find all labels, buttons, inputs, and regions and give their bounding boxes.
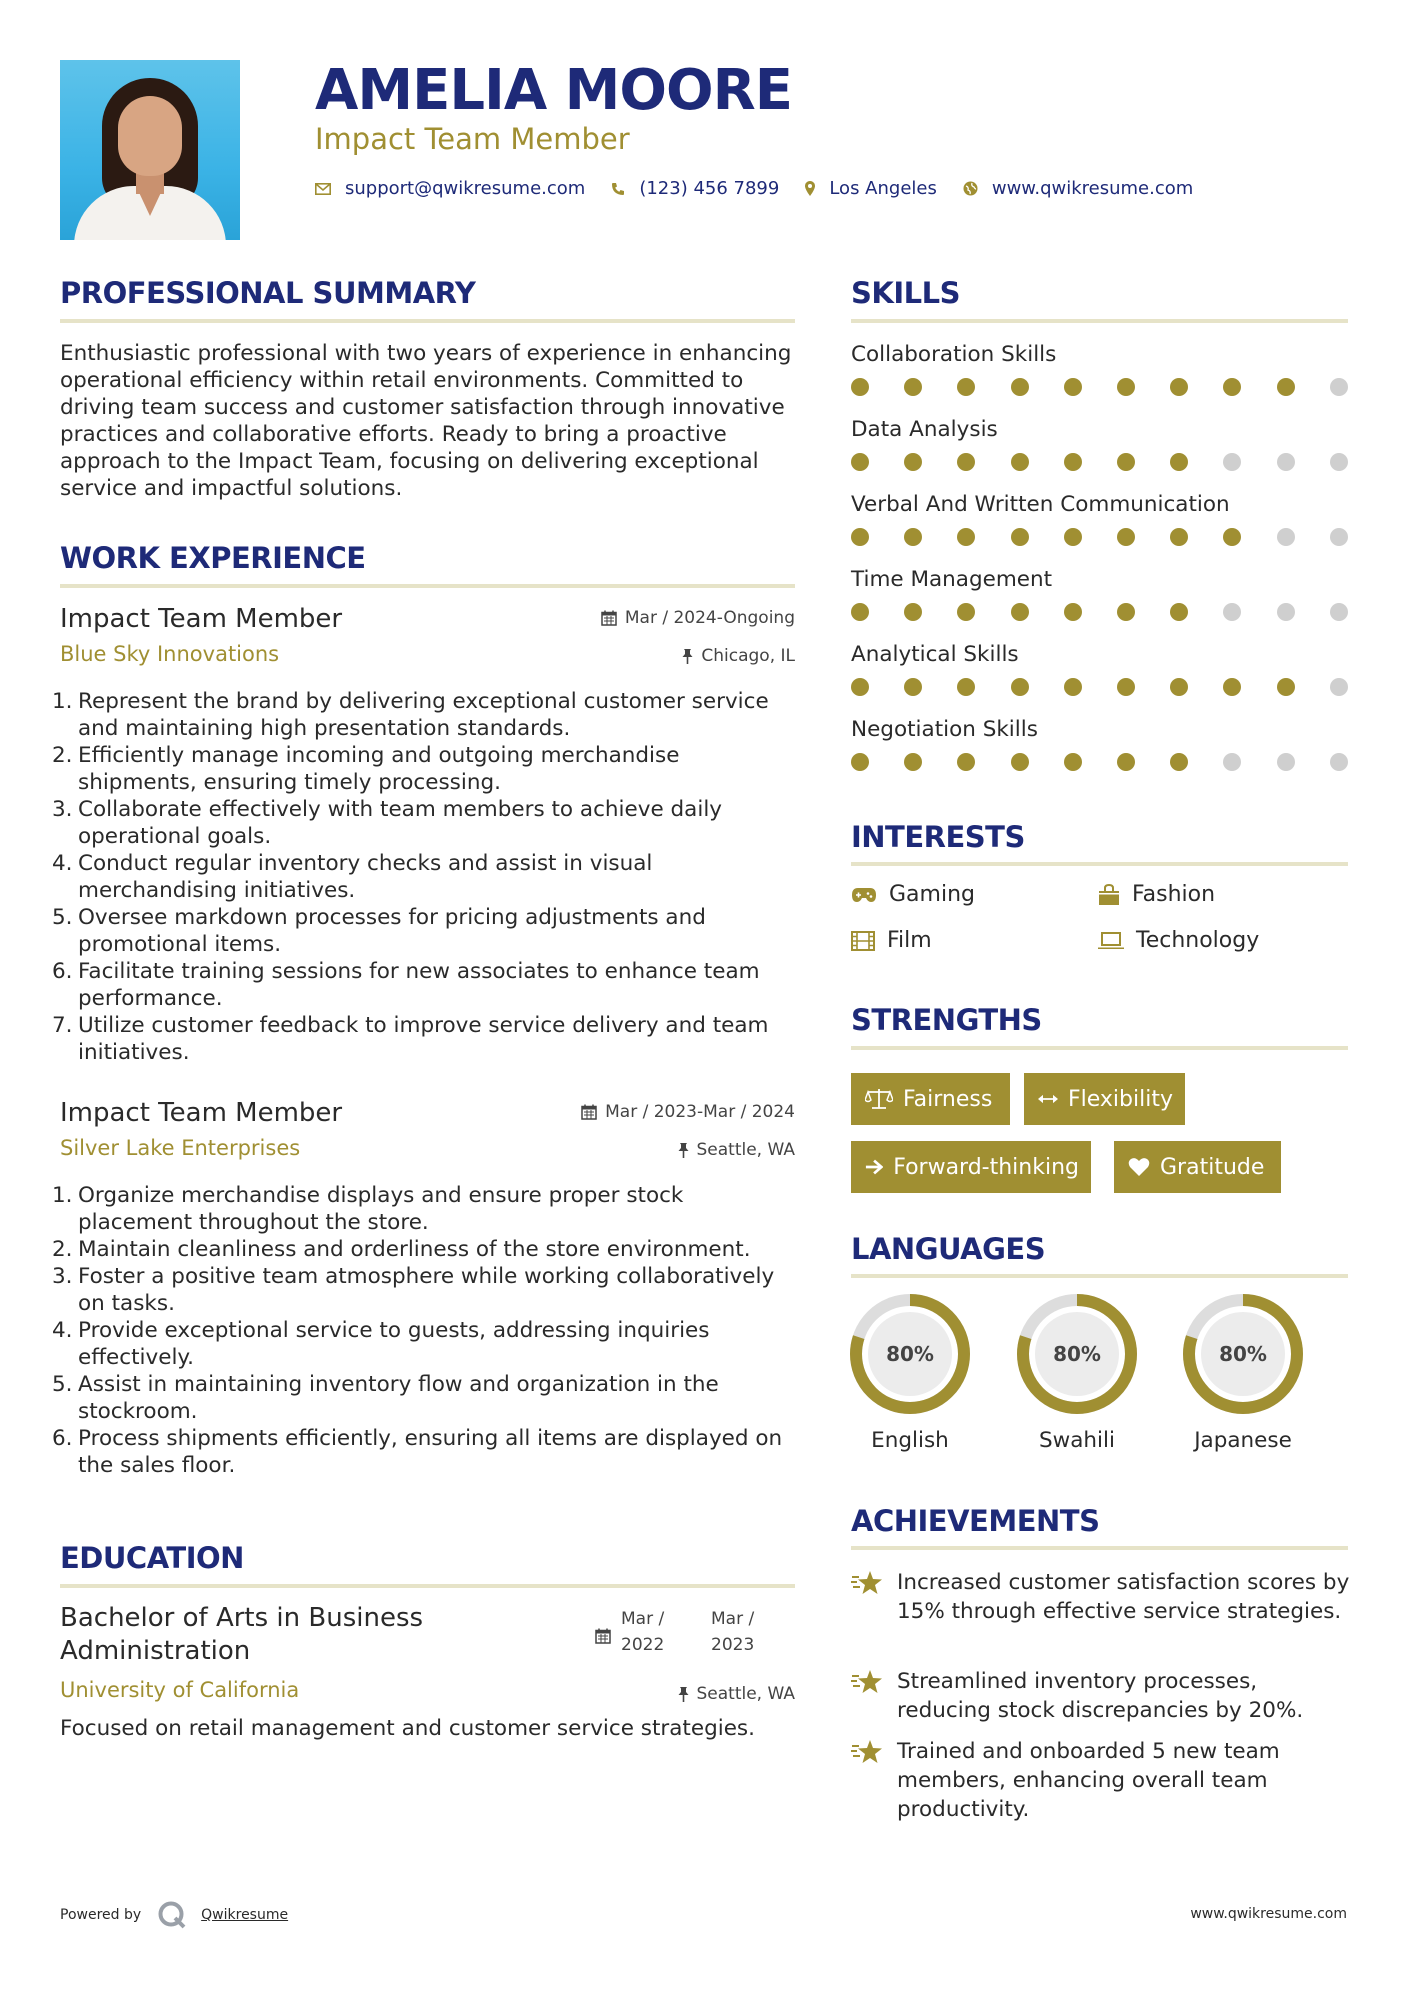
list-item: 2. Maintain cleanliness and orderliness of the store environment. <box>52 1237 751 1262</box>
list-item: 3. Foster a positive team atmosphere while working collaboratively on tasks. <box>52 1264 775 1316</box>
contact-location <box>805 178 937 199</box>
skill-dot-filled <box>1064 378 1082 396</box>
skill-name: Analytical Skills <box>851 642 1019 667</box>
thumbtack-icon <box>682 649 693 664</box>
job-location <box>682 646 795 666</box>
list-item: 5. Assist in maintaining inventory flow and organization in the stockroom. <box>52 1372 719 1424</box>
skill-dot-filled <box>1223 678 1241 696</box>
job-entry <box>52 1098 795 1498</box>
section-divider <box>60 1584 795 1588</box>
thumbtack-icon <box>678 1143 689 1158</box>
skill-dot-filled <box>1170 678 1188 696</box>
skill-dot-filled <box>1011 378 1029 396</box>
job-date-text: Mar / 2024-Ongoing <box>624 608 795 628</box>
education-dates <box>595 1606 801 1658</box>
skill-dot-filled <box>851 528 869 546</box>
skill-dot-filled <box>1170 453 1188 471</box>
skill-dot-filled <box>957 528 975 546</box>
list-item: 3. Collaborate effectively with team members to achieve daily operational goals. <box>52 797 723 849</box>
skill-dot-filled <box>904 453 922 471</box>
skill-name: Time Management <box>851 567 1053 592</box>
skill-dot-empty <box>1330 603 1348 621</box>
skill-dot-filled <box>1223 378 1241 396</box>
skill-dot-filled <box>1064 528 1082 546</box>
calendar-icon <box>581 1104 597 1120</box>
language-percent: 80% <box>886 1342 934 1366</box>
phone-icon <box>611 182 625 196</box>
list-item: 6. Facilitate training sessions for new associates to enhance team performance. <box>52 959 760 1011</box>
skill-dot-filled <box>1064 678 1082 696</box>
skill-rating <box>851 678 1361 696</box>
skill-dot-empty <box>1277 528 1295 546</box>
qwikresume-logo-icon <box>157 1900 187 1930</box>
skill-dot-empty <box>1277 753 1295 771</box>
language-item <box>845 1292 975 1453</box>
skill-rating <box>851 603 1361 621</box>
contact-location-text: Los Angeles <box>829 178 937 199</box>
skill-dot-filled <box>957 378 975 396</box>
laptop-icon <box>1098 932 1124 950</box>
job-company: Blue Sky Innovations <box>60 642 280 666</box>
skill-dot-filled <box>957 603 975 621</box>
language-name: Swahili <box>1039 1428 1115 1453</box>
calendar-icon <box>595 1628 611 1644</box>
job-date-text: Mar / 2023-Mar / 2024 <box>605 1102 795 1122</box>
strength-label: Flexibility <box>1068 1086 1173 1112</box>
skill-dot-filled <box>1223 528 1241 546</box>
skill-name: Verbal And Written Communication <box>851 492 1230 517</box>
skill-dot-filled <box>957 453 975 471</box>
list-item: 1. Represent the brand by delivering exceptional customer service and maintaining high presentation standards. <box>52 689 769 741</box>
skill-dot-filled <box>957 753 975 771</box>
interest-label: Film <box>887 928 932 953</box>
strength-label: Fairness <box>903 1086 993 1112</box>
footer-website[interactable]: www.qwikresume.com <box>1190 1906 1347 1922</box>
candidate-name: AMELIA MOORE <box>315 58 792 123</box>
section-title-experience: WORK EXPERIENCE <box>60 541 366 575</box>
skill-dot-filled <box>1064 453 1082 471</box>
skill-item <box>851 717 1351 742</box>
globe-icon <box>963 181 978 196</box>
contact-bar <box>315 178 1219 199</box>
strength-tag <box>851 1141 1091 1193</box>
education-location-text: Seattle, WA <box>696 1684 795 1704</box>
powered-by-text: Powered by <box>60 1907 142 1923</box>
skill-rating <box>851 453 1361 471</box>
skill-dot-filled <box>1117 753 1135 771</box>
skill-dot-empty <box>1330 378 1348 396</box>
footer-branding <box>60 1900 288 1930</box>
candidate-title: Impact Team Member <box>315 122 630 156</box>
skill-dot-filled <box>904 753 922 771</box>
education-description: Focused on retail management and customer service strategies. <box>60 1716 755 1741</box>
job-date <box>581 1102 795 1122</box>
arrows-h-icon <box>1038 1093 1058 1105</box>
skill-dot-filled <box>1117 453 1135 471</box>
map-marker-icon <box>805 181 815 196</box>
language-progress-ring <box>1181 1292 1305 1416</box>
job-location-text: Chicago, IL <box>701 646 795 666</box>
skill-dot-empty <box>1277 453 1295 471</box>
contact-website[interactable] <box>963 178 1193 199</box>
shopping-bag-icon <box>1098 884 1120 906</box>
degree-title: Bachelor of Arts in Business Administration <box>60 1603 424 1666</box>
skill-dot-empty <box>1330 528 1348 546</box>
job-bullets <box>52 1182 800 1479</box>
profile-photo <box>60 60 240 240</box>
education-location <box>678 1684 796 1704</box>
gamepad-icon <box>851 887 877 903</box>
contact-email[interactable] <box>315 178 585 199</box>
skill-item <box>851 642 1351 667</box>
education-start: Mar / 2022 <box>621 1609 665 1655</box>
list-item: 7. Utilize customer feedback to improve service delivery and team initiatives. <box>52 1013 769 1065</box>
interest-label: Fashion <box>1132 882 1216 907</box>
skill-dot-filled <box>851 453 869 471</box>
interest-fashion <box>1098 882 1215 907</box>
skill-dot-empty <box>1223 753 1241 771</box>
skill-dot-filled <box>1170 603 1188 621</box>
section-divider <box>851 1046 1348 1050</box>
section-title-interests: INTERESTS <box>851 820 1025 854</box>
skill-rating <box>851 528 1361 546</box>
list-item: 1. Organize merchandise displays and ensure proper stock placement throughout the store. <box>52 1183 684 1235</box>
section-divider <box>851 1274 1348 1278</box>
arrow-right-icon <box>865 1158 883 1176</box>
skill-dot-filled <box>1064 603 1082 621</box>
skill-dot-filled <box>1170 753 1188 771</box>
contact-phone-text: (123) 456 7899 <box>639 178 780 199</box>
skill-dot-filled <box>904 678 922 696</box>
language-progress-ring <box>1015 1292 1139 1416</box>
skill-item <box>851 492 1351 517</box>
strength-label: Forward-thinking <box>893 1154 1079 1180</box>
section-title-achievements: ACHIEVEMENTS <box>851 1504 1100 1538</box>
section-title-skills: SKILLS <box>851 276 960 310</box>
skill-dot-filled <box>1117 603 1135 621</box>
contact-website-text: www.qwikresume.com <box>991 178 1194 199</box>
job-title: Impact Team Member <box>60 604 343 634</box>
section-divider <box>851 1546 1348 1550</box>
skill-dot-filled <box>1011 528 1029 546</box>
strength-tag <box>851 1073 1010 1125</box>
interest-label: Technology <box>1136 928 1260 953</box>
skill-dot-filled <box>1277 378 1295 396</box>
skill-dot-filled <box>904 378 922 396</box>
skill-item <box>851 342 1351 367</box>
section-title-strengths: STRENGTHS <box>851 1003 1042 1037</box>
star-icon <box>851 1570 883 1596</box>
job-company: Silver Lake Enterprises <box>60 1136 301 1160</box>
skill-rating <box>851 378 1361 396</box>
strength-tag <box>1114 1141 1281 1193</box>
film-icon <box>851 931 875 951</box>
list-item: 4. Provide exceptional service to guests, addressing inquiries effectively. <box>52 1318 710 1370</box>
skill-dot-empty <box>1330 753 1348 771</box>
interest-gaming <box>851 882 975 907</box>
balance-scale-icon <box>865 1088 893 1110</box>
list-item: 5. Oversee markdown processes for pricing adjustments and promotional items. <box>52 905 706 957</box>
job-location-text: Seattle, WA <box>696 1140 795 1160</box>
skill-dot-filled <box>1170 528 1188 546</box>
skill-dot-filled <box>1277 678 1295 696</box>
strength-label: Gratitude <box>1160 1154 1265 1180</box>
skill-dot-filled <box>1011 603 1029 621</box>
skill-dot-filled <box>1117 378 1135 396</box>
job-title: Impact Team Member <box>60 1098 343 1128</box>
strength-tag <box>1024 1073 1185 1125</box>
skill-dot-filled <box>904 528 922 546</box>
achievement-text: Trained and onboarded 5 new team members, enhancing overall team productivity. <box>897 1739 1280 1822</box>
skill-dot-filled <box>851 603 869 621</box>
section-divider <box>851 319 1348 323</box>
skill-dot-empty <box>1330 678 1348 696</box>
list-item: 2. Efficiently manage incoming and outgoing merchandise shipments, ensuring timely processing. <box>52 743 680 795</box>
star-icon <box>851 1669 883 1695</box>
job-location <box>678 1140 796 1160</box>
language-item <box>1012 1292 1142 1453</box>
skill-dot-filled <box>851 753 869 771</box>
skill-dot-empty <box>1223 453 1241 471</box>
skill-name: Collaboration Skills <box>851 342 1057 367</box>
list-item: 4. Conduct regular inventory checks and assist in visual merchandising initiatives. <box>52 851 653 903</box>
skill-dot-empty <box>1223 603 1241 621</box>
envelope-icon <box>315 183 331 195</box>
interest-technology <box>1098 928 1259 953</box>
achievement-text: Increased customer satisfaction scores by 15% through effective service strategies. <box>897 1570 1350 1624</box>
language-name: English <box>871 1428 949 1453</box>
skill-dot-filled <box>851 378 869 396</box>
section-title-languages: LANGUAGES <box>851 1232 1046 1266</box>
contact-phone[interactable] <box>611 178 779 199</box>
skill-dot-filled <box>1064 753 1082 771</box>
job-date <box>601 608 795 628</box>
interest-label: Gaming <box>889 882 975 907</box>
list-item: 6. Process shipments efficiently, ensuring all items are displayed on the sales floor. <box>52 1426 783 1478</box>
skill-dot-filled <box>1011 753 1029 771</box>
heart-icon <box>1128 1157 1150 1177</box>
skill-dot-filled <box>904 603 922 621</box>
qwikresume-link[interactable]: Qwikresume <box>201 1907 289 1923</box>
achievement-text: Streamlined inventory processes, reducing stock discrepancies by 20%. <box>897 1669 1304 1723</box>
section-title-education: EDUCATION <box>60 1541 244 1575</box>
skill-dot-empty <box>1277 603 1295 621</box>
section-title-summary: PROFESSIONAL SUMMARY <box>60 276 476 310</box>
language-name: Japanese <box>1194 1428 1292 1453</box>
skill-dot-filled <box>851 678 869 696</box>
skill-dot-filled <box>1011 678 1029 696</box>
skill-dot-filled <box>1170 378 1188 396</box>
skill-item <box>851 417 1351 442</box>
interest-film <box>851 928 932 953</box>
star-icon <box>851 1739 883 1765</box>
language-percent: 80% <box>1219 1342 1267 1366</box>
job-bullets <box>52 688 800 1066</box>
section-divider <box>60 319 795 323</box>
skill-name: Data Analysis <box>851 417 998 442</box>
university-name: University of California <box>60 1678 300 1702</box>
skill-dot-filled <box>1117 678 1135 696</box>
education-end: Mar / 2023 <box>711 1609 755 1655</box>
calendar-icon <box>601 610 617 626</box>
skill-dot-filled <box>1011 453 1029 471</box>
skill-dot-filled <box>957 678 975 696</box>
skill-item <box>851 567 1351 592</box>
contact-email-text: support@qwikresume.com <box>345 178 586 199</box>
language-item <box>1178 1292 1308 1453</box>
skill-rating <box>851 753 1361 771</box>
language-progress-ring <box>848 1292 972 1416</box>
skill-dot-filled <box>1117 528 1135 546</box>
job-entry <box>52 604 795 1074</box>
language-percent: 80% <box>1053 1342 1101 1366</box>
section-divider <box>851 862 1348 866</box>
thumbtack-icon <box>678 1687 689 1702</box>
skill-name: Negotiation Skills <box>851 717 1038 742</box>
summary-text: Enthusiastic professional with two years of experience in enhancing operational efficiency within retail environments. Committed to driving team success and customer satisfaction through innovative practices and collaborative efforts. Ready to bring a proactive approach to the Impact Team, focusing on delivering exceptional service and impactful solutions. <box>60 341 792 501</box>
skill-dot-empty <box>1330 453 1348 471</box>
section-divider <box>60 584 795 588</box>
